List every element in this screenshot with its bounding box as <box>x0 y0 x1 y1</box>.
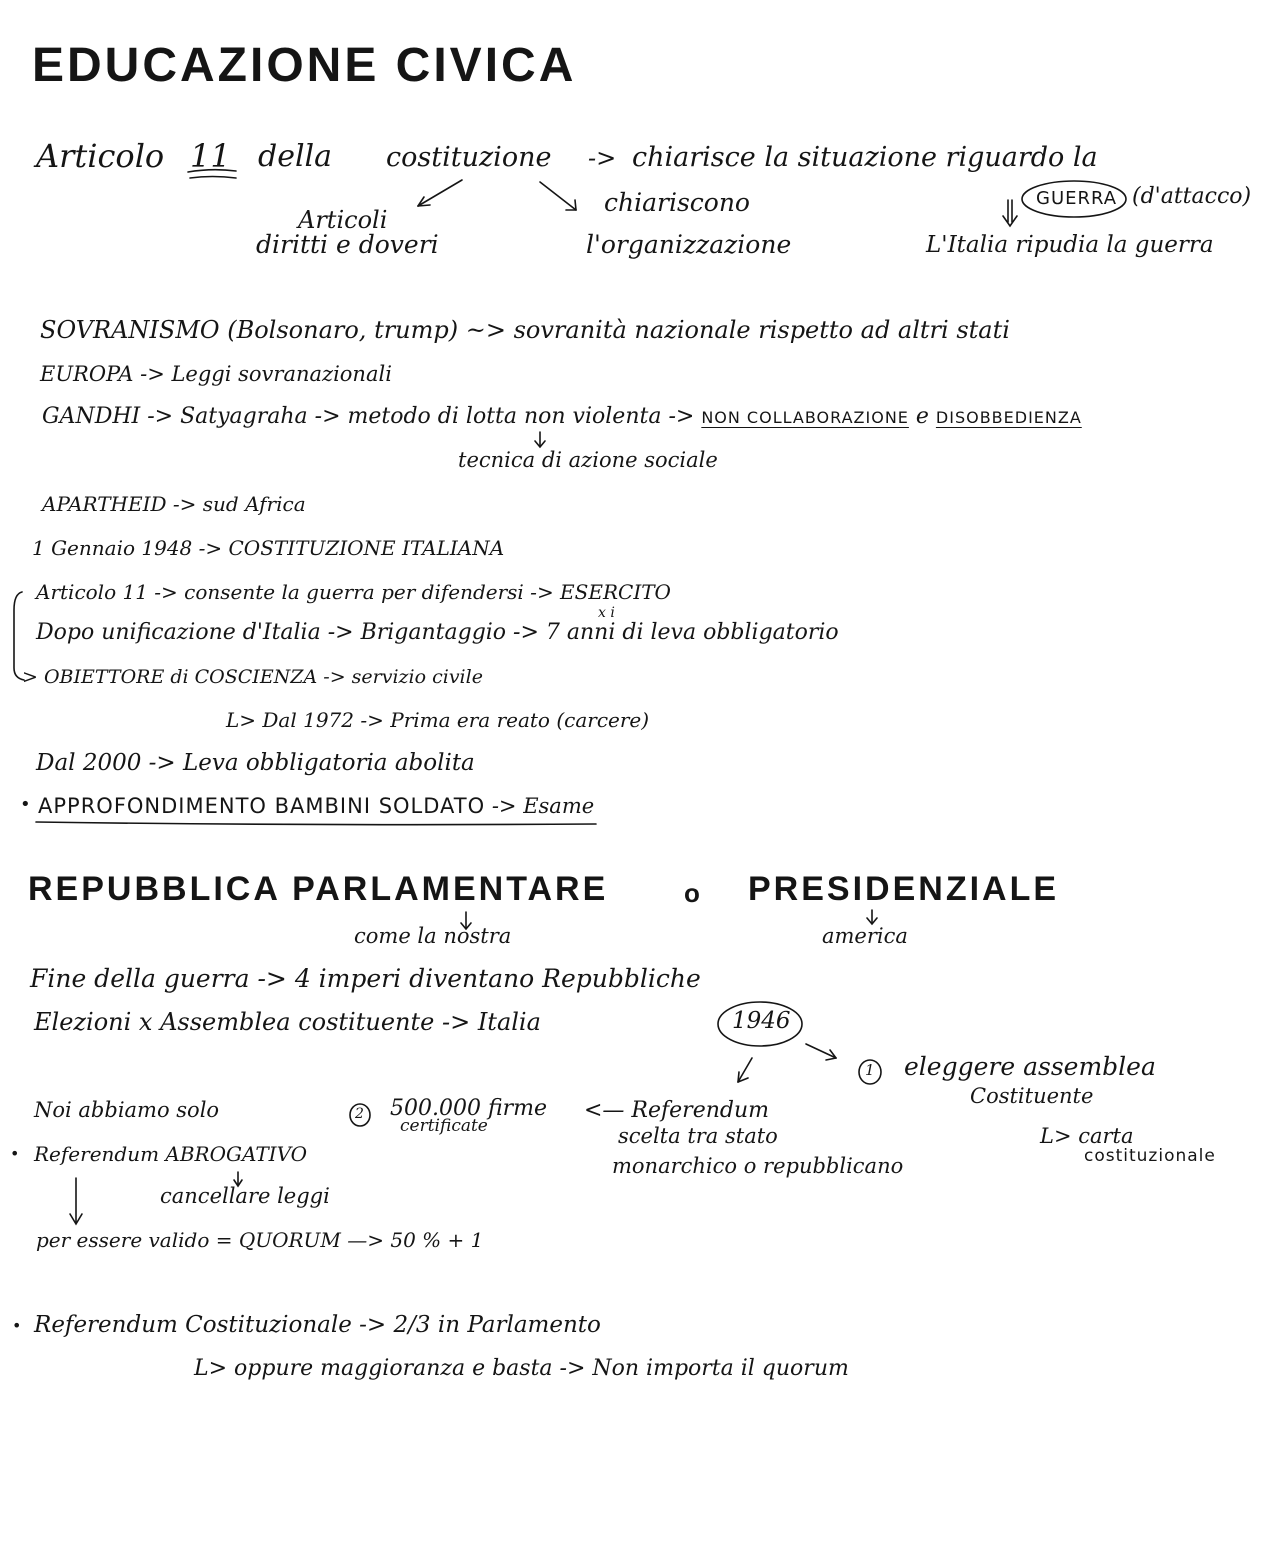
costituente-word: Costituente <box>970 1084 1094 1108</box>
organizzazione-word: l'organizzazione <box>586 230 792 259</box>
dal1972-line: L> Dal 1972 -> Prima era reato (carcere) <box>226 708 650 732</box>
della-word: della <box>258 139 333 174</box>
chiarisce-text: chiarisce la situazione riguardo la <box>632 142 1098 173</box>
articolo-number: 11 <box>190 137 231 175</box>
firme-text: 500.000 firme <box>390 1096 548 1121</box>
certificate-text: certificate <box>400 1116 488 1136</box>
and-word: e <box>908 404 936 429</box>
year-1946: 1946 <box>732 1008 791 1034</box>
fine-guerra-line: Fine della guerra -> 4 imperi diventano Repubbliche <box>30 964 701 993</box>
circle-one: 1 <box>865 1061 875 1079</box>
arrow-text: -> <box>588 144 617 172</box>
xi-mark: x i <box>598 605 615 621</box>
dal2000-line: Dal 2000 -> Leva obbligatoria abolita <box>36 750 475 776</box>
monarchico-text: monarchico o repubblicano <box>612 1154 904 1178</box>
scelta-stato: scelta tra stato <box>618 1124 778 1148</box>
bullet: • <box>20 794 31 815</box>
dopo-line: Dopo unificazione d'Italia -> Brigantaggio -> 7 anni di leva obbligatorio <box>36 620 839 645</box>
carta-word: L> carta <box>1040 1124 1134 1148</box>
circle-two: 2 <box>355 1106 364 1122</box>
diritti-doveri: diritti e doveri <box>256 230 439 259</box>
non-collaborazione: NON COLLABORAZIONE <box>701 408 909 427</box>
referendum-abrogativo: Referendum ABROGATIVO <box>34 1142 308 1166</box>
quorum-line: per essere valido = QUORUM —> 50 % + 1 <box>36 1228 484 1252</box>
bullet-abrogativo: • <box>10 1144 20 1163</box>
tecnica-line: tecnica di azione sociale <box>458 448 718 472</box>
bullet-costituzionale: • <box>12 1316 22 1335</box>
page-title: EDUCAZIONE CIVICA <box>32 39 577 92</box>
america-word: america <box>822 924 908 948</box>
guerra-word: GUERRA <box>1036 188 1118 209</box>
obiettore-line: > OBIETTORE di COSCIENZA -> servizio civile <box>22 666 483 688</box>
disobbedienza: DISOBBEDIENZA <box>935 408 1082 427</box>
cancellare-leggi: cancellare leggi <box>160 1184 330 1208</box>
apartheid-line: APARTHEID -> sud Africa <box>42 492 306 516</box>
referendum-costituzionale: Referendum Costituzionale -> 2/3 in Parlamento <box>34 1312 601 1338</box>
sovranismo-line: SOVRANISMO (Bolsonaro, trump) ~> sovranità nazionale rispetto ad altri stati <box>40 316 1010 344</box>
eleggere-assemblea: eleggere assemblea <box>904 1052 1156 1081</box>
elezioni-line: Elezioni x Assemblea costituente -> Italia <box>34 1008 541 1036</box>
articolo11-line: Articolo 11 -> consente la guerra per difendersi -> ESERCITO <box>36 580 671 604</box>
gandhi-line <box>42 406 1082 428</box>
approfondimento-line <box>38 796 594 817</box>
attacco-word: (d'attacco) <box>1132 184 1252 209</box>
chiariscono-word: chiariscono <box>604 188 750 217</box>
oppure-line: L> oppure maggioranza e basta -> Non importa il quorum <box>194 1356 849 1381</box>
gennaio-line: 1 Gennaio 1948 -> COSTITUZIONE ITALIANA <box>32 536 505 560</box>
esame-text: -> Esame <box>485 794 595 818</box>
costituzione-word: costituzione <box>386 142 552 173</box>
repubblica-parlamentare: REPUBBLICA PARLAMENTARE <box>28 870 609 908</box>
referendum-arrow: <— Referendum <box>584 1098 769 1123</box>
noi-abbiamo: Noi abbiamo solo <box>34 1098 220 1122</box>
o-word: o <box>684 878 703 908</box>
articoli-word: Articoli <box>298 206 388 234</box>
come-nostra: come la nostra <box>354 924 512 948</box>
articolo-label: Articolo <box>36 137 165 175</box>
gandhi-text: GANDHI -> Satyagraha -> metodo di lotta non violenta -> <box>42 404 702 429</box>
europa-line: EUROPA -> Leggi sovranazionali <box>40 362 392 386</box>
costituzionale-word: costituzionale <box>1084 1146 1216 1166</box>
ripudia-text: L'Italia ripudia la guerra <box>926 232 1214 258</box>
presidenziale: PRESIDENZIALE <box>748 870 1060 908</box>
approfondimento-text: APPROFONDIMENTO BAMBINI SOLDATO <box>38 794 486 818</box>
